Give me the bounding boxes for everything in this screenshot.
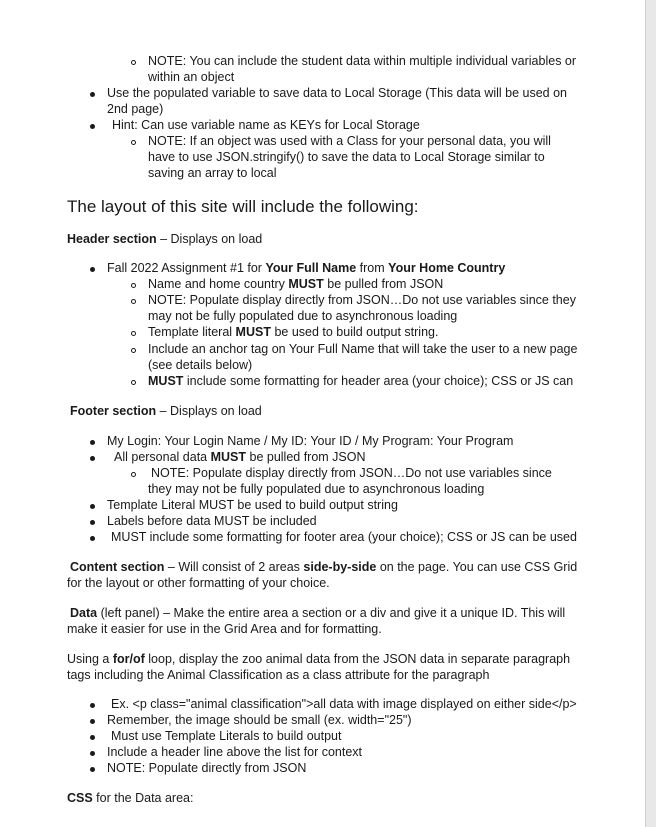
template-literals-item: Must use Template Literals to build output: [111, 729, 342, 743]
note-json-stringify-cont1: have to use JSON.stringify() to save the data to Local Storage similar to: [148, 150, 545, 164]
content-section-para-cont: for the layout or other formatting of your choice.: [67, 576, 330, 590]
populate-item: NOTE: Populate directly from JSON: [107, 761, 307, 775]
for-of-para-cont: tags including the Animal Classification as a class attribute for the paragraph: [67, 668, 490, 682]
bullet: [90, 751, 95, 756]
image-size-item: Remember, the image should be small (ex. width="25"): [107, 713, 412, 727]
footer-note-populate: NOTE: Populate display directly from JSON…Do not use variables since: [151, 466, 552, 480]
header-formatting: MUST include some formatting for header area (your choice); CSS or JS can: [148, 374, 574, 388]
bullet-hollow: [131, 331, 136, 336]
note-student-data: NOTE: You can include the student data within multiple individual variables or: [148, 54, 577, 68]
local-storage-item-cont: 2nd page): [107, 102, 164, 116]
header-note-populate: NOTE: Populate display directly from JSON…Do not use variables since they: [148, 293, 576, 307]
footer-labels: Labels before data MUST be included: [107, 514, 317, 528]
bullet: [90, 267, 95, 272]
bullet: [90, 703, 95, 708]
data-panel-para-cont: make it easier for use in the Grid Area and for formatting.: [67, 622, 382, 636]
page-edge: [645, 0, 656, 827]
header-section-label: Header section – Displays on load: [67, 232, 263, 246]
bullet: [90, 767, 95, 772]
footer-login-line: My Login: Your Login Name / My ID: Your ID / My Program: Your Program: [107, 434, 514, 448]
content-section-para: Content section – Will consist of 2 areas side-by-side on the page. You can use CSS Grid: [70, 560, 578, 574]
bullet-hollow: [131, 60, 136, 65]
header-anchor-tag: Include an anchor tag on Your Full Name that will take the user to a new page: [148, 342, 578, 356]
footer-section-label: Footer section – Displays on load: [70, 404, 262, 418]
for-of-para: Using a for/of loop, display the zoo animal data from the JSON data in separate paragraph: [67, 652, 571, 666]
note-json-stringify: NOTE: If an object was used with a Class for your personal data, you will: [148, 134, 551, 148]
bullet: [90, 504, 95, 509]
bullet: [90, 440, 95, 445]
footer-formatting: MUST include some formatting for footer area (your choice); CSS or JS can be used: [111, 530, 577, 544]
bullet-hollow: [131, 299, 136, 304]
header-assignment-line: Fall 2022 Assignment #1 for Your Full Name from Your Home Country: [107, 261, 506, 275]
bullet-hollow: [131, 348, 136, 353]
css-data-area-label: CSS for the Data area:: [67, 791, 194, 805]
note-student-data-cont: within an object: [148, 70, 235, 84]
bullet: [90, 92, 95, 97]
bullet: [90, 735, 95, 740]
bullet: [90, 719, 95, 724]
bullet-hollow: [131, 283, 136, 288]
bullet: [90, 456, 95, 461]
footer-template-literal: Template Literal MUST be used to build output string: [107, 498, 398, 512]
header-anchor-tag-cont: (see details below): [148, 358, 253, 372]
bullet-hollow: [131, 472, 136, 477]
footer-personal-data: All personal data MUST be pulled from JSON: [114, 450, 366, 464]
data-panel-para: Data (left panel) – Make the entire area a section or a div and give it a unique ID. This will: [70, 606, 566, 620]
bullet: [90, 124, 95, 129]
header-line-item: Include a header line above the list for context: [107, 745, 363, 759]
header-note-populate-cont: may not be fully populated due to asynchronous loading: [148, 309, 458, 323]
bullet: [90, 520, 95, 525]
footer-note-populate-cont: they may not be fully populated due to asynchronous loading: [148, 482, 485, 496]
layout-heading: The layout of this site will include the following:: [67, 197, 419, 216]
local-storage-item: Use the populated variable to save data to Local Storage (This data will be used on: [107, 86, 568, 100]
header-template-literal: Template literal MUST be used to build output string.: [148, 325, 439, 339]
bullet: [90, 536, 95, 541]
note-json-stringify-cont2: saving an array to local: [148, 166, 277, 180]
bullet-hollow: [131, 140, 136, 145]
bullet-hollow: [131, 380, 136, 385]
hint-item: Hint: Can use variable name as KEYs for Local Storage: [112, 118, 420, 132]
example-item: Ex. <p class="animal classification">all data with image displayed on either side</p>: [111, 697, 577, 711]
header-name-country: Name and home country MUST be pulled from JSON: [148, 277, 444, 291]
